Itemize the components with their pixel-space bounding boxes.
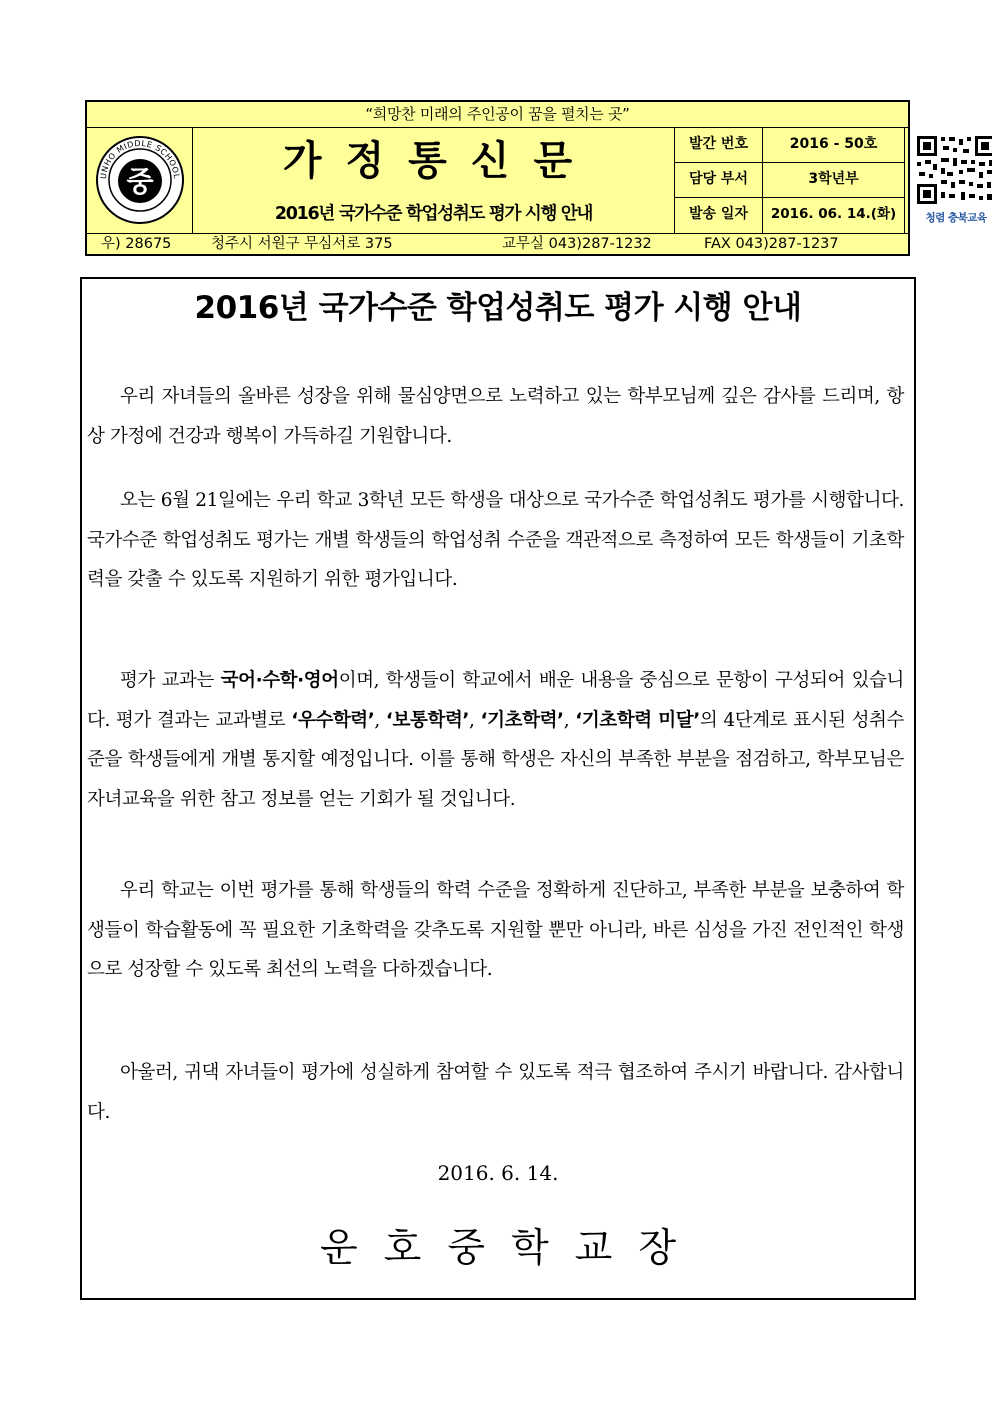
p3-text-b: 이며, 학생들이 학교에서 배운 내용을 중심으로 문항이 구성되어 있습니다. 평가 결과는 교과별로: [87, 670, 904, 731]
p3-text-a: 평가 교과는: [120, 670, 221, 691]
meta-value: 3학년부: [808, 171, 859, 187]
level-excellent: ‘우수학력’: [291, 709, 375, 731]
meta-key: 발송 일자: [675, 197, 763, 233]
header-main-row: [87, 127, 987, 234]
address-fax: FAX 043)287-1237: [704, 236, 839, 252]
letter-title: 2016년 국가수준 학업성취도 평가 시행 안내: [194, 290, 802, 326]
principal-signature: 운호중학교장: [319, 1226, 703, 1271]
paragraph-subjects: [87, 661, 904, 819]
qr-caption: 청렴 충북교육: [925, 212, 987, 224]
address-office-phone: 교무실 043)287-1232: [502, 236, 652, 252]
paragraph-schedule: 오는 6월 21일에는 우리 학교 3학년 모든 학생을 대상으로 국가수준 학업성취도 평가를 시행합니다. 국가수준 학업성취도 평가는 개별 학생들의 학업성취 수준을 객관적으로 측정하여 모든 학생들이 기초학력을 갖출 수 있도록 지원하기 위한 평가입니다.: [87, 490, 904, 590]
school-emblem-icon: [94, 134, 186, 226]
school-motto: “희망찬 미래의 주인공이 꿈을 펼치는 곳”: [87, 102, 908, 128]
paragraph-request: 아울러, 귀댁 자녀들이 평가에 성실하게 참여할 수 있도록 적극 협조하여 주시기 바랍니다. 감사합니다.: [87, 1062, 904, 1123]
address-bar: [87, 233, 908, 256]
level-below-basic: ‘기초학력 미달’: [575, 709, 700, 731]
qr-code-icon: [911, 132, 992, 208]
meta-row-issue-number: [675, 127, 904, 163]
qr-cell: [905, 127, 992, 233]
logo-char: 중: [125, 165, 154, 198]
level-average: ‘보통학력’: [385, 709, 470, 731]
meta-row-department: [675, 162, 904, 198]
title-cell: [193, 127, 675, 233]
subjects-emphasis: 국어·수학·영어: [220, 670, 339, 691]
newsletter-title: 가정통신문: [282, 137, 597, 184]
level-basic: ‘기초학력’: [480, 709, 564, 731]
p3-separator: ,: [563, 709, 576, 731]
address-zip: 우) 28675: [101, 236, 172, 252]
newsletter-subtitle: 2016년 국가수준 학업성취도 평가 시행 안내: [274, 204, 593, 224]
newsletter-header: [85, 100, 987, 256]
school-logo-cell: [87, 127, 193, 233]
meta-row-send-date: [675, 197, 904, 233]
p3-text-c: 의 4단계로 표시된 성취수준을 학생들에게 개별 통지할 예정입니다. 이를 통해 학생은 자신의 부족한 부분을 점검하고, 학부모님은 자녀교육을 위한 참고 정보를 얻는 기회가 될 것입니다.: [87, 709, 904, 810]
letter-body: [80, 277, 916, 1300]
p3-separator: ,: [469, 709, 481, 731]
issue-meta-table: [675, 127, 905, 233]
meta-value: 2016 - 50호: [789, 136, 878, 152]
paragraph-support: 우리 학교는 이번 평가를 통해 학생들의 학력 수준을 정확하게 진단하고, 부족한 부분을 보충하여 학생들이 학습활동에 꼭 필요한 기초학력을 갖추도록 지원할 뿐만 아니라, 바른 심성을 가진 전인적인 학생으로 성장할 수 있도록 최선의 노력을 다하겠습니다.: [87, 880, 904, 980]
paragraph-greeting: 우리 자녀들의 올바른 성장을 위해 물심양면으로 노력하고 있는 학부모님께 깊은 감사를 드리며, 항상 가정에 건강과 행복이 가득하길 기원합니다.: [87, 386, 904, 447]
meta-key: 발간 번호: [675, 127, 763, 162]
letter-date: 2016. 6. 14.: [437, 1161, 559, 1185]
logo-arc-text: UNHO MIDDLE SCHOOL: [98, 138, 181, 180]
p3-separator: ,: [374, 709, 386, 731]
meta-key: 담당 부서: [675, 162, 763, 197]
meta-value: 2016. 06. 14.(화): [770, 206, 897, 222]
address-street: 청주시 서원구 무심서로 375: [211, 236, 393, 252]
